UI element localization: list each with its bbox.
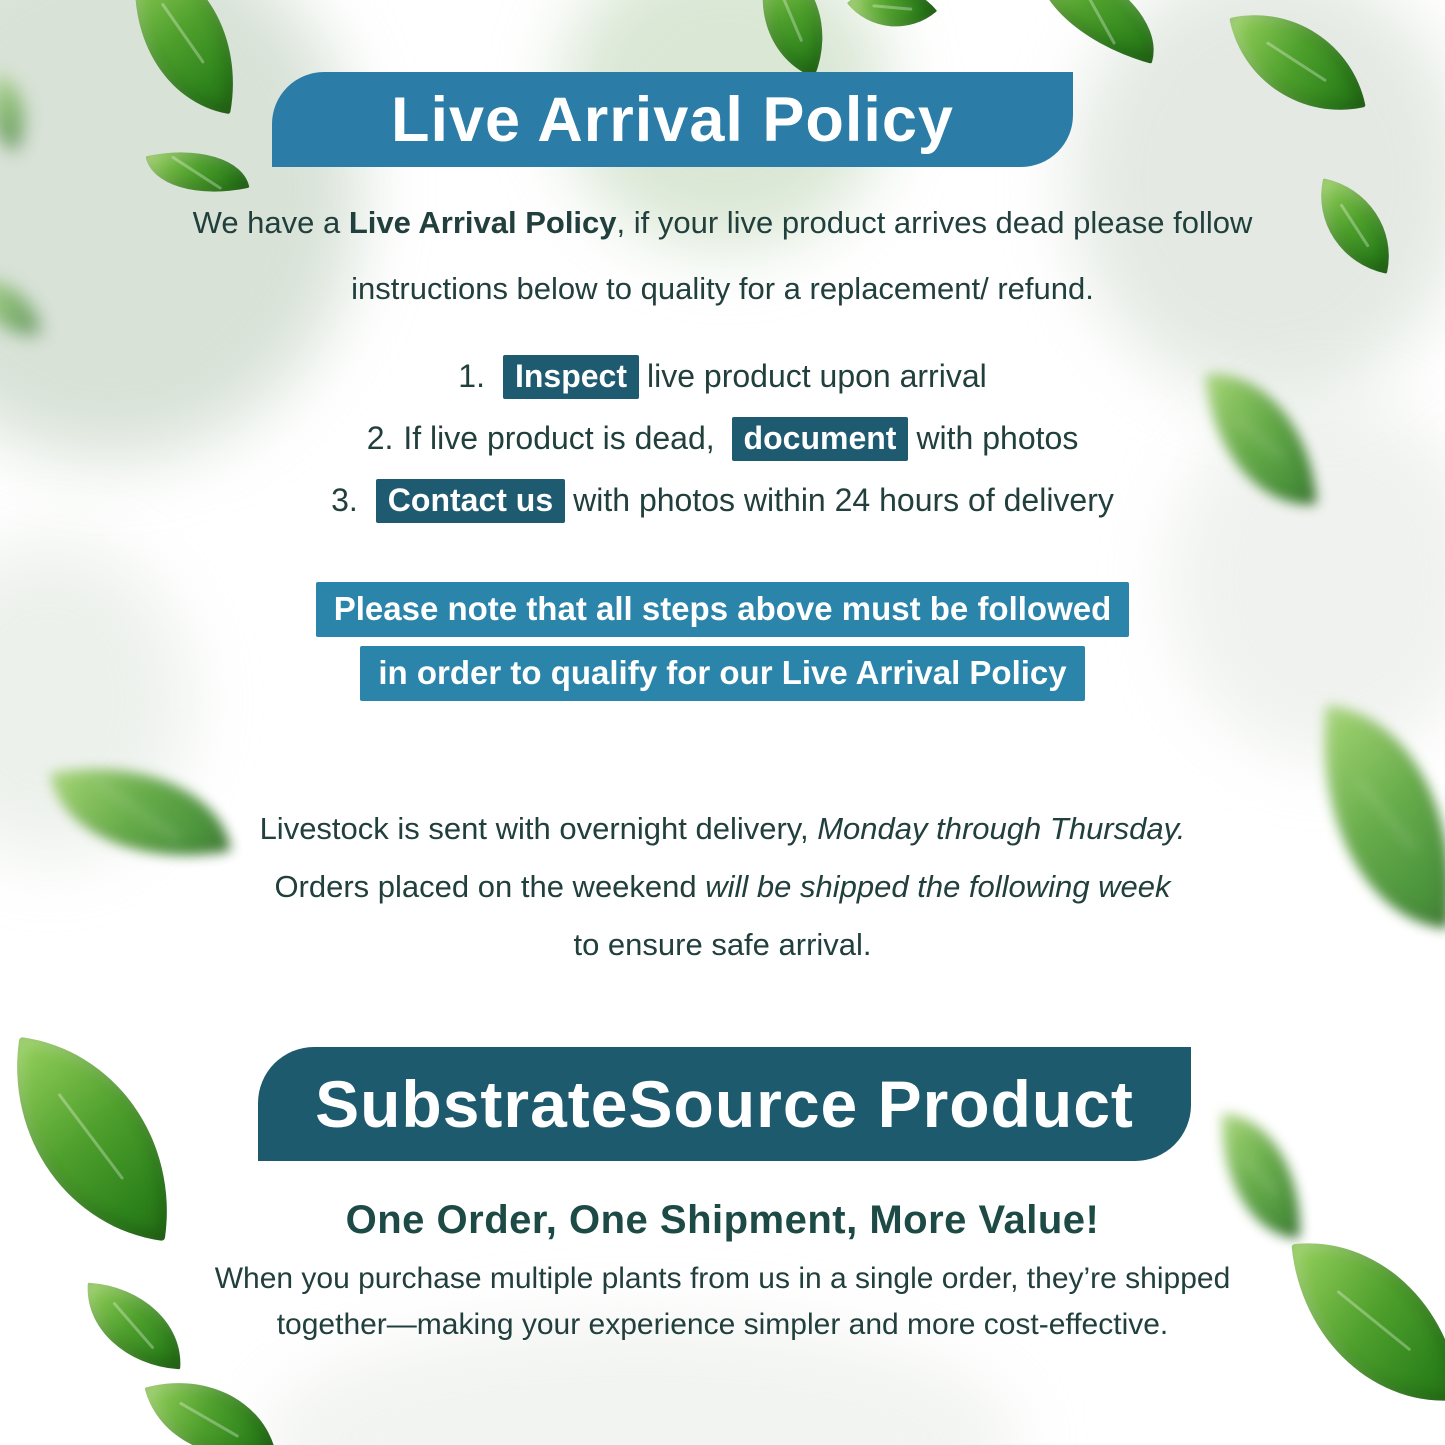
policy-note: [0, 582, 1445, 710]
leaf-icon: [145, 1359, 276, 1445]
intro-paragraph: [0, 190, 1445, 322]
step-item-2: [0, 407, 1445, 469]
intro-line2: instructions below to quality for a replacement/ refund.: [351, 271, 1094, 306]
step-highlight: document: [732, 417, 909, 461]
steps-list: [0, 345, 1445, 531]
step-post: with photos within 24 hours of delivery: [573, 482, 1114, 518]
step-number: 1.: [458, 358, 485, 394]
step-number: 3.: [331, 482, 358, 518]
intro-bold: Live Arrival Policy: [348, 205, 617, 240]
leaf-icon: [1229, 0, 1365, 131]
step-highlight: Inspect: [503, 355, 639, 399]
step-post: with photos: [916, 420, 1079, 456]
value-heading: One Order, One Shipment, More Value!: [345, 1198, 1100, 1242]
policy-banner: [272, 72, 1073, 167]
value-line2: together—making your experience simpler and more cost-effective.: [276, 1308, 1169, 1341]
shipping-line3: to ensure safe arrival.: [573, 927, 872, 962]
step-pre: If live product is dead,: [403, 420, 724, 456]
shipping-line2-italic: will be shipped the following week: [705, 869, 1171, 904]
shipping-line1-italic: Monday through Thursday.: [817, 811, 1186, 846]
step-highlight: Contact us: [376, 479, 565, 523]
intro-post: , if your live product arrives dead please follow: [616, 205, 1253, 240]
value-paragraph: [0, 1256, 1445, 1348]
shipping-paragraph: [0, 800, 1445, 974]
step-item-3: [0, 469, 1445, 531]
shipping-line1-regular: Livestock is sent with overnight delivery,: [259, 811, 818, 846]
leaf-icon: [1017, 0, 1173, 64]
shipping-line2-regular: Orders placed on the weekend: [274, 869, 706, 904]
intro-pre: We have a: [192, 205, 349, 240]
step-number: 2.: [366, 420, 394, 456]
leaf-blade: [1229, 0, 1365, 131]
brand-banner: [258, 1047, 1191, 1161]
note-line-2: in order to qualify for our Live Arrival Policy: [360, 646, 1084, 701]
value-line1: When you purchase multiple plants from us in a single order, they’re shipped: [214, 1262, 1231, 1295]
leaf-blade: [145, 1359, 276, 1445]
step-item-1: [0, 345, 1445, 407]
step-post: live product upon arrival: [646, 358, 987, 394]
policy-banner-title: Live Arrival Policy: [391, 84, 954, 155]
note-line-1: Please note that all steps above must be followed: [316, 582, 1130, 637]
leaf-blade: [1017, 0, 1173, 64]
brand-banner-title: SubstrateSource Product: [315, 1067, 1134, 1141]
